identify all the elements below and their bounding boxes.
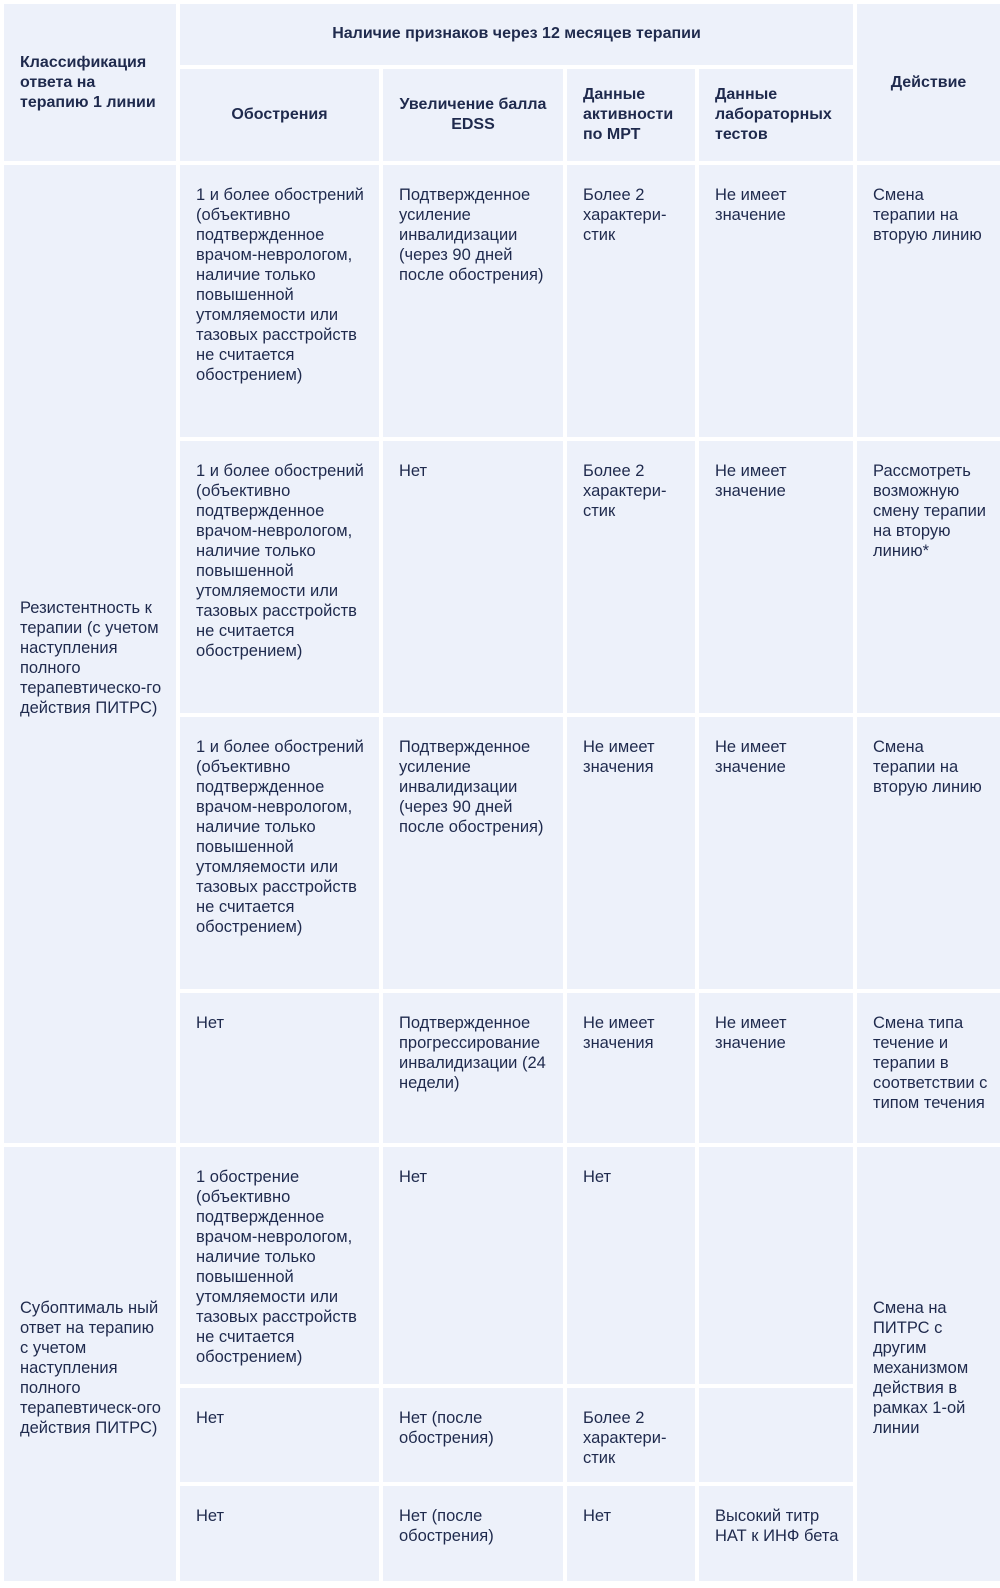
header-classification: Классификация ответа на терапию 1 линии bbox=[4, 4, 176, 161]
cell-edss: Подтвержденное усиление инвалидизации (через 90 дней после обострения) bbox=[383, 165, 563, 437]
cell-mri: Нет bbox=[567, 1486, 695, 1581]
header-edss: Увеличение балла EDSS bbox=[383, 69, 563, 161]
table-row bbox=[4, 1147, 1000, 1384]
cell-exacerbations: Нет bbox=[180, 1388, 379, 1481]
cell-exacerbations: 1 и более обострений (объективно подтвержденное врачом-неврологом, наличие только повышенной утомляемости или тазовых расстройств не считается обострением) bbox=[180, 717, 379, 989]
cell-edss: Нет (после обострения) bbox=[383, 1486, 563, 1581]
cell-lab: Не имеет значение bbox=[699, 441, 853, 713]
cell-action: Смена терапии на вторую линию bbox=[857, 717, 1000, 989]
group-label-resistance: Резистентность к терапии (с учетом наступления полного терапевтическо-го действия ПИТРС) bbox=[4, 165, 176, 1143]
cell-mri: Более 2 характери-стик bbox=[567, 165, 695, 437]
cell-mri: Более 2 характери-стик bbox=[567, 441, 695, 713]
table-row bbox=[4, 165, 1000, 437]
cell-mri: Более 2 характери-стик bbox=[567, 1388, 695, 1481]
cell-edss: Нет bbox=[383, 441, 563, 713]
header-mri: Данные активности по МРТ bbox=[567, 69, 695, 161]
cell-mri: Не имеет значения bbox=[567, 717, 695, 989]
header-exacerbations: Обострения bbox=[180, 69, 379, 161]
header-action: Действие bbox=[857, 4, 1000, 161]
cell-mri: Нет bbox=[567, 1147, 695, 1384]
cell-exacerbations: 1 обострение (объективно подтвержденное врачом-неврологом, наличие только повышенной утомляемости или тазовых расстройств не считается обострением) bbox=[180, 1147, 379, 1384]
header-row-1 bbox=[4, 4, 1000, 65]
cell-lab bbox=[699, 1147, 853, 1384]
cell-mri: Не имеет значения bbox=[567, 993, 695, 1143]
cell-lab: Не имеет значение bbox=[699, 717, 853, 989]
cell-exacerbations: 1 и более обострений (объективно подтвержденное врачом-неврологом, наличие только повышенной утомляемости или тазовых расстройств не считается обострением) bbox=[180, 165, 379, 437]
header-lab: Данные лабораторных тестов bbox=[699, 69, 853, 161]
cell-action-suboptimal: Смена на ПИТРС с другим механизмом действия в рамках 1-ой линии bbox=[857, 1147, 1000, 1581]
cell-edss: Подтвержденное прогрессирование инвалидизации (24 недели) bbox=[383, 993, 563, 1143]
cell-lab: Высокий титр НАТ к ИНФ бета bbox=[699, 1486, 853, 1581]
cell-exacerbations: Нет bbox=[180, 993, 379, 1143]
cell-exacerbations: 1 и более обострений (объективно подтвержденное врачом-неврологом, наличие только повышенной утомляемости или тазовых расстройств не считается обострением) bbox=[180, 441, 379, 713]
header-signs-group: Наличие признаков через 12 месяцев терапии bbox=[180, 4, 853, 65]
group-label-suboptimal: Субоптималь ный ответ на терапию с учетом наступления полного терапевтическ-ого действия ПИТРС) bbox=[4, 1147, 176, 1581]
cell-action: Смена терапии на вторую линию bbox=[857, 165, 1000, 437]
cell-edss: Нет (после обострения) bbox=[383, 1388, 563, 1481]
cell-edss: Нет bbox=[383, 1147, 563, 1384]
cell-lab: Не имеет значение bbox=[699, 993, 853, 1143]
cell-exacerbations: Нет bbox=[180, 1486, 379, 1581]
cell-action: Рассмотреть возможную смену терапии на вторую линию* bbox=[857, 441, 1000, 713]
cell-action: Смена типа течение и терапии в соответствии с типом течения bbox=[857, 993, 1000, 1143]
cell-edss: Подтвержденное усиление инвалидизации (через 90 дней после обострения) bbox=[383, 717, 563, 989]
cell-lab bbox=[699, 1388, 853, 1481]
cell-lab: Не имеет значение bbox=[699, 165, 853, 437]
